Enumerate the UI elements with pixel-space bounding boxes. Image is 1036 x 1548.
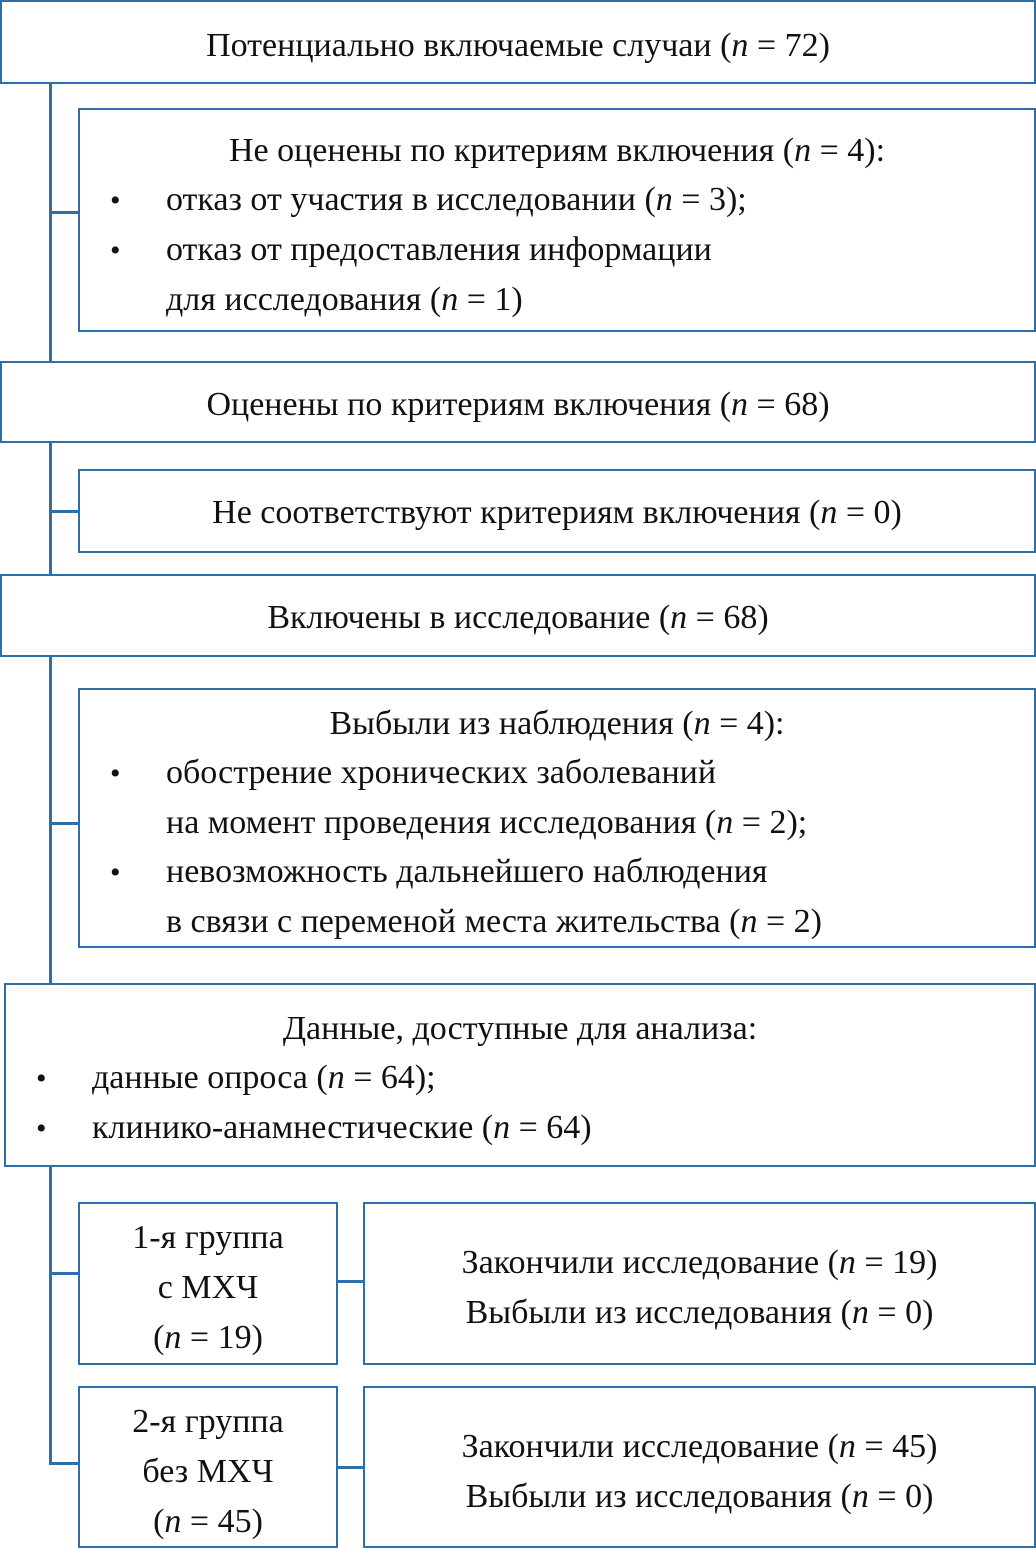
connector-horizontal-3 xyxy=(49,822,79,825)
bullet-marker: • xyxy=(36,1112,47,1145)
dropped-out-item-exacerbation-line2: на момент проведения исследования (n = 2); xyxy=(166,804,808,841)
group1-count: (n = 19) xyxy=(153,1319,263,1356)
bullet-marker: • xyxy=(110,184,121,217)
group2-label-line1: 2-я группа xyxy=(132,1403,284,1440)
bullet-marker: • xyxy=(36,1062,47,1095)
potential-cases-box xyxy=(0,0,1036,84)
group1-box xyxy=(78,1202,338,1365)
dropped-out-box xyxy=(78,688,1036,948)
bullet-marker: • xyxy=(110,856,121,889)
connector-horizontal-1 xyxy=(49,211,79,214)
not-eligible-box xyxy=(78,469,1036,553)
bullet-marker: • xyxy=(110,757,121,790)
not-assessed-item-refusal: отказ от участия в исследовании (n = 3); xyxy=(166,181,747,218)
available-data-box xyxy=(4,983,1036,1167)
connector-horizontal-4 xyxy=(49,1272,79,1275)
dropped-out-item-exacerbation-line1: обострение хронических заболеваний xyxy=(166,754,717,791)
group1-withdrawn: Выбыли из исследования (n = 0) xyxy=(465,1294,934,1331)
not-assessed-box xyxy=(78,108,1036,332)
connector-horizontal-2 xyxy=(49,510,79,513)
connector-group1-result xyxy=(336,1280,364,1283)
connector-horizontal-5 xyxy=(49,1462,79,1465)
potential-cases-text: Потенциально включаемые случаи (n = 72) xyxy=(206,27,830,64)
available-data-item-clinical: клинико-анамнестические (n = 64) xyxy=(92,1109,592,1146)
bullet-marker: • xyxy=(110,234,121,267)
included-text: Включены в исследование (n = 68) xyxy=(267,599,769,636)
not-assessed-item-info-line2: для исследования (n = 1) xyxy=(166,281,523,318)
group1-label-line1: 1-я группа xyxy=(132,1219,284,1256)
group2-result-box xyxy=(363,1386,1036,1548)
assessed-box xyxy=(0,361,1036,443)
not-eligible-text: Не соответствуют критериям включения (n = 0) xyxy=(212,494,902,531)
group2-completed: Закончили исследование (n = 45) xyxy=(461,1428,938,1465)
group1-label-line2: с МХЧ xyxy=(157,1269,259,1306)
connector-vertical-2 xyxy=(49,441,52,575)
connector-vertical-4 xyxy=(49,1165,52,1465)
connector-group2-result xyxy=(336,1466,364,1469)
connector-vertical-1 xyxy=(49,82,52,362)
connector-vertical-3 xyxy=(49,655,52,985)
dropped-out-item-relocation-line1: невозможность дальнейшего наблюдения xyxy=(166,853,768,890)
not-assessed-title: Не оценены по критериям включения (n = 4): xyxy=(228,132,886,169)
not-assessed-item-info-line1: отказ от предоставления информации xyxy=(166,231,712,268)
available-data-title: Данные, доступные для анализа: xyxy=(282,1010,758,1047)
group2-box xyxy=(78,1386,338,1548)
group1-result-box xyxy=(363,1202,1036,1365)
group2-count: (n = 45) xyxy=(153,1503,263,1540)
dropped-out-title: Выбыли из наблюдения (n = 4): xyxy=(329,705,785,742)
dropped-out-item-relocation-line2: в связи с переменой места жительства (n = 2) xyxy=(166,903,822,940)
assessed-text: Оценены по критериям включения (n = 68) xyxy=(206,386,830,423)
available-data-item-survey: данные опроса (n = 64); xyxy=(92,1059,436,1096)
group2-withdrawn: Выбыли из исследования (n = 0) xyxy=(465,1478,934,1515)
group1-completed: Закончили исследование (n = 19) xyxy=(461,1244,938,1281)
group2-label-line2: без МХЧ xyxy=(142,1453,274,1490)
included-box xyxy=(0,574,1036,657)
